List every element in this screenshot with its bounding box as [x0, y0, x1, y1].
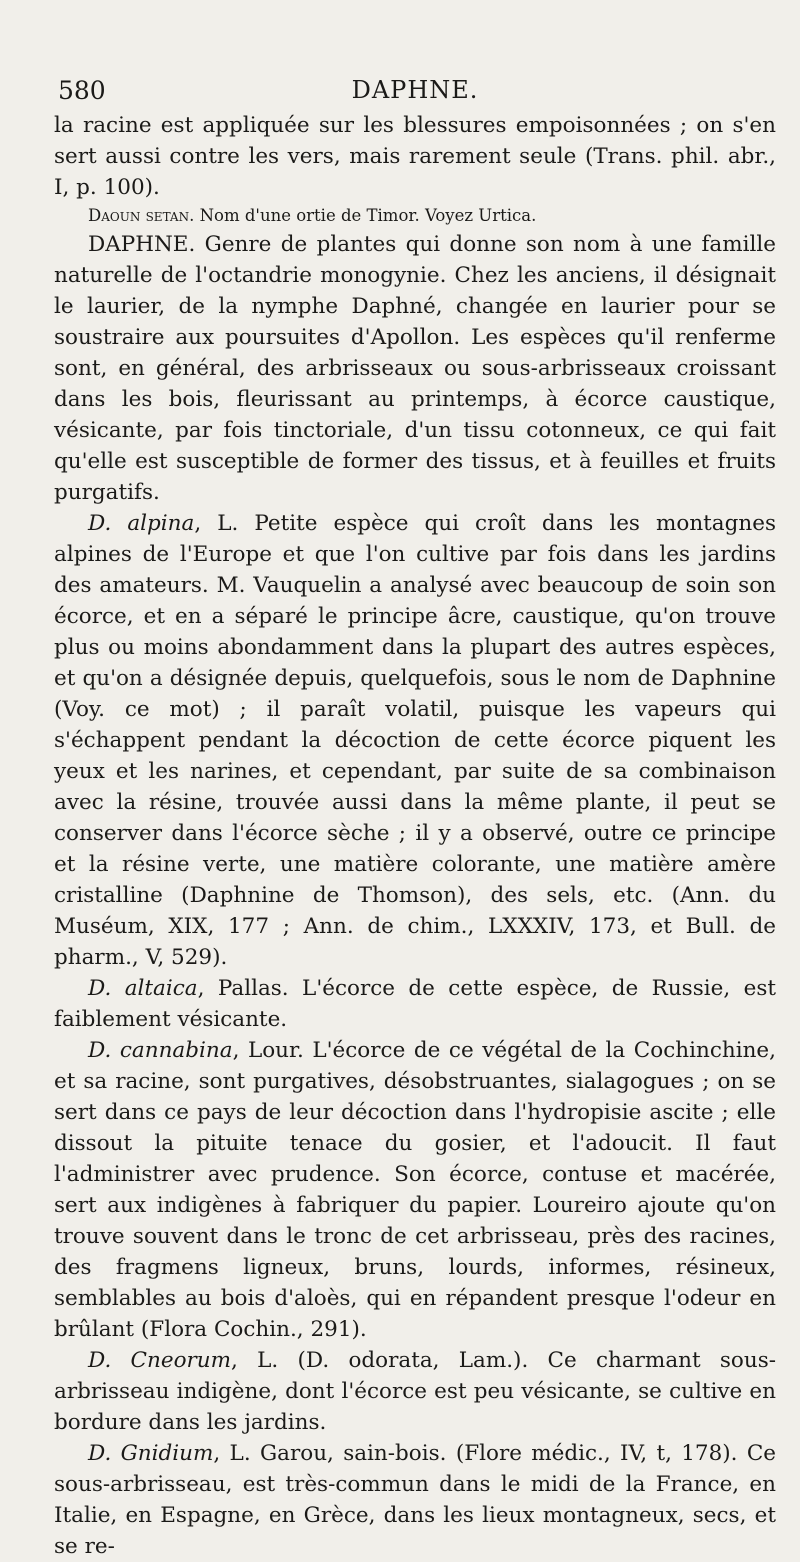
entry-term: D. alpina — [88, 511, 195, 536]
page-number: 580 — [58, 76, 106, 105]
entry-term: D. altaica — [88, 976, 198, 1001]
entry-d-gnidium — [54, 1438, 776, 1562]
entry-text: Nom d'une ortie de Timor. Voyez Urtica. — [194, 206, 537, 225]
entry-term: D. cannabina — [88, 1038, 233, 1063]
page-header — [54, 70, 776, 110]
entry-term: Daoun setan. — [88, 206, 195, 225]
entry-term: D. Cneorum — [88, 1348, 232, 1373]
entry-d-cneorum — [54, 1345, 776, 1438]
entry-text: , L. Petite espèce qui croît dans les montagnes alpines de l'Europe et que l'on cultive par fois dans les jardins des amateurs. M. Vauquelin a analysé avec beaucoup de soin son écorce, et en a séparé le principe âcre, caustique, qu'on trouve plus ou moins abondamment dans la plupart des autres espèces, et qu'on a désignée depuis, quelquefois, sous le nom de Daphnine (Voy. ce mot) ; il paraît volatil, puisque les vapeurs qui s'échappent pendant la décoction de cette écorce piquent les yeux et les narines, et cependant, par suite de sa combinaison avec la résine, trouvée aussi dans la même plante, il peut se conserver dans l'écorce sèche ; il y a observé, outre ce principe et la résine verte, une matière colorante, une matière amère cristalline (Daphnine de Thomson), des sels, etc. (Ann. du Muséum, XIX, 177 ; Ann. de chim., LXXXIV, 173, et Bull. de pharm., V, 529). — [54, 511, 776, 970]
entry-d-altaica — [54, 973, 776, 1035]
entry-d-cannabina — [54, 1035, 776, 1345]
entry-text: , Lour. L'écorce de ce végétal de la Cochinchine, et sa racine, sont purgatives, désobstruantes, sialagogues ; on se sert dans ce pays de leur décoction dans l'hydropisie ascite ; elle dissout la pituite tenace du gosier, et l'adoucit. Il faut l'administrer avec prudence. Son écorce, contuse et macérée, sert aux indigènes à fabriquer du papier. Loureiro ajoute qu'on trouve souvent dans le tronc de cet arbrisseau, près des racines, des fragmens ligneux, bruns, lourds, informes, résineux, semblables au bois d'aloès, qui en répandent presque l'odeur en brûlant (Flora Cochin., 291). — [54, 1038, 776, 1342]
entry-text: , L. Garou, sain-bois. (Flore médic., IV, t, 178). Ce sous-arbrisseau, est très-commun dans le midi de la France, en Italie, en Espagne, en Grèce, dans les lieux montagneux, secs, et se re- — [54, 1441, 776, 1559]
paragraph-continued: la racine est appliquée sur les blessures empoisonnées ; on s'en sert aussi contre les vers, mais rarement seule (Trans. phil. abr., I, p. 100). — [54, 113, 776, 200]
entry-term: D. Gnidium — [88, 1441, 214, 1466]
entry-text: , L. (D. odorata, Lam.). Ce charmant sous-arbrisseau indigène, dont l'écorce est peu vésicante, se cultive en bordure dans les jardins. — [54, 1348, 777, 1435]
entry-d-alpina — [54, 508, 776, 973]
entry-daoun-setan — [54, 203, 776, 229]
running-head: DAPHNE. — [351, 76, 479, 104]
body-text — [54, 110, 776, 1562]
entry-daphne: DAPHNE. Genre de plantes qui donne son nom à une famille naturelle de l'octandrie monogynie. Chez les anciens, il désignait le laurier, de la nymphe Daphné, changée en laurier pour se soustraire aux poursuites d'Apollon. Les espèces qu'il renferme sont, en général, des arbrisseaux ou sous-arbrisseaux croissant dans les bois, fleurissant au printemps, à écorce caustique, vésicante, par fois tinctoriale, d'un tissu cotonneux, ce qui fait qu'elle est susceptible de former des tissus, et à feuilles et fruits purgatifs. — [54, 232, 776, 505]
entry-text: , Pallas. L'écorce de cette espèce, de Russie, est faiblement vésicante. — [54, 976, 776, 1032]
